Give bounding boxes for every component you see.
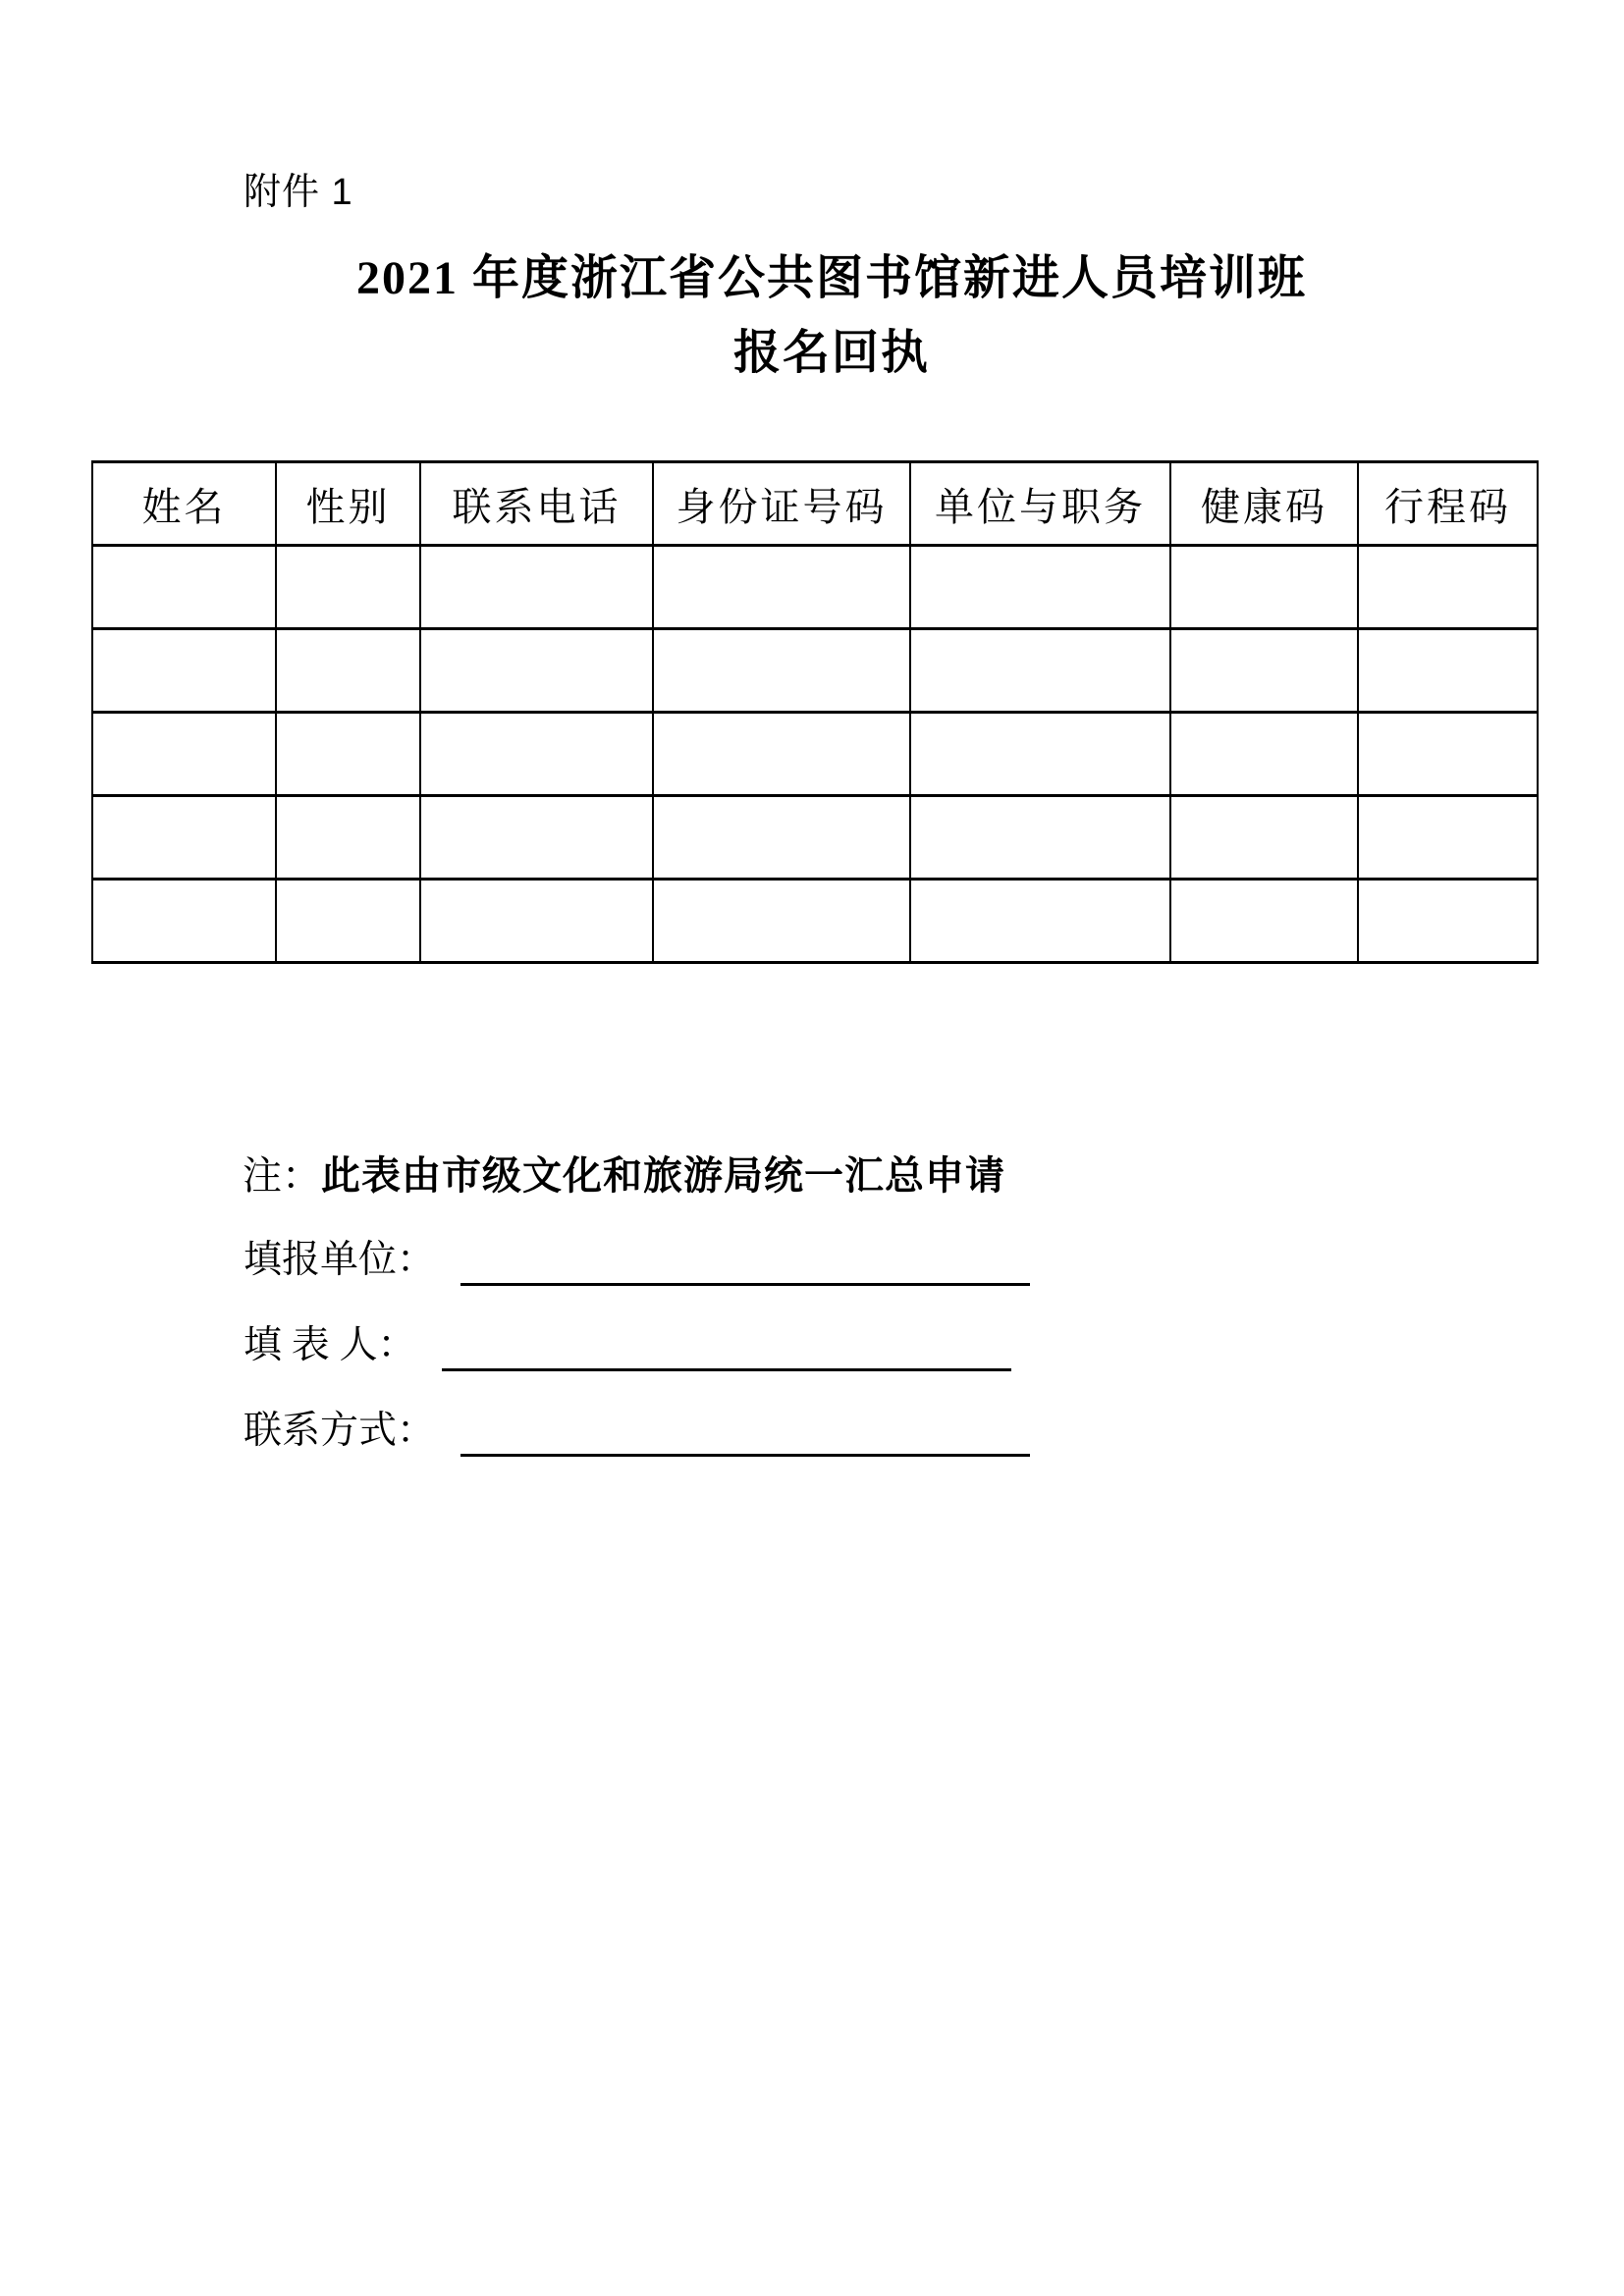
table-cell bbox=[910, 796, 1170, 880]
header-row bbox=[92, 462, 1538, 546]
table-cell bbox=[1358, 713, 1538, 796]
column-header-name: 姓名 bbox=[92, 462, 276, 546]
table-cell bbox=[1170, 880, 1358, 963]
title-line-2: 报名回执 bbox=[732, 327, 930, 379]
table-cell bbox=[276, 880, 420, 963]
table-cell bbox=[653, 546, 910, 629]
table-cell bbox=[653, 796, 910, 880]
column-header-phone: 联系电话 bbox=[420, 462, 653, 546]
table-cell bbox=[1358, 629, 1538, 713]
registration-table bbox=[91, 460, 1539, 964]
table-cell bbox=[276, 629, 420, 713]
column-header-unit-position: 单位与职务 bbox=[910, 462, 1170, 546]
field-underline bbox=[460, 1235, 1030, 1286]
field-row-form-filler bbox=[244, 1320, 1011, 1371]
column-header-gender: 性别 bbox=[276, 462, 420, 546]
field-underline bbox=[442, 1320, 1011, 1371]
field-row-reporting-unit bbox=[244, 1235, 1030, 1286]
table-cell bbox=[653, 629, 910, 713]
document-title bbox=[39, 241, 1624, 391]
table-cell bbox=[420, 796, 653, 880]
table-cell bbox=[1170, 629, 1358, 713]
table-row bbox=[92, 880, 1538, 963]
note-prefix: 注： bbox=[243, 1153, 321, 1198]
field-row-contact-method bbox=[244, 1406, 1030, 1457]
table-cell bbox=[276, 546, 420, 629]
table-cell bbox=[653, 880, 910, 963]
table-cell bbox=[910, 546, 1170, 629]
table-cell bbox=[92, 796, 276, 880]
table-row bbox=[92, 796, 1538, 880]
table-cell bbox=[910, 629, 1170, 713]
table-cell bbox=[92, 629, 276, 713]
field-label: 联系方式： bbox=[244, 1410, 436, 1452]
table-row bbox=[92, 713, 1538, 796]
field-label: 填 表 人： bbox=[244, 1324, 416, 1366]
table-cell bbox=[276, 796, 420, 880]
table-cell bbox=[92, 880, 276, 963]
table-cell bbox=[653, 713, 910, 796]
table-cell bbox=[92, 546, 276, 629]
field-label: 填报单位： bbox=[244, 1239, 436, 1281]
column-header-health-code: 健康码 bbox=[1170, 462, 1358, 546]
table-cell bbox=[92, 713, 276, 796]
table-cell bbox=[1170, 796, 1358, 880]
note-line bbox=[243, 1150, 1005, 1201]
table-cell bbox=[910, 880, 1170, 963]
table-cell bbox=[420, 880, 653, 963]
table-cell bbox=[1358, 796, 1538, 880]
table-row bbox=[92, 546, 1538, 629]
table-cell bbox=[1358, 546, 1538, 629]
table-cell bbox=[910, 713, 1170, 796]
table-cell bbox=[1170, 546, 1358, 629]
table-cell bbox=[1170, 713, 1358, 796]
table-cell bbox=[420, 546, 653, 629]
title-line-1: 2021 年度浙江省公共图书馆新进人员培训班 bbox=[355, 252, 1307, 304]
table-row bbox=[92, 629, 1538, 713]
attachment-label: 附件 1 bbox=[244, 172, 353, 213]
column-header-id-number: 身份证号码 bbox=[653, 462, 910, 546]
table-cell bbox=[420, 713, 653, 796]
field-underline bbox=[460, 1406, 1030, 1457]
column-header-travel-code: 行程码 bbox=[1358, 462, 1538, 546]
note-body: 此表由市级文化和旅游局统一汇总申请 bbox=[321, 1153, 1005, 1198]
table-cell bbox=[1358, 880, 1538, 963]
table-cell bbox=[420, 629, 653, 713]
table-cell bbox=[276, 713, 420, 796]
